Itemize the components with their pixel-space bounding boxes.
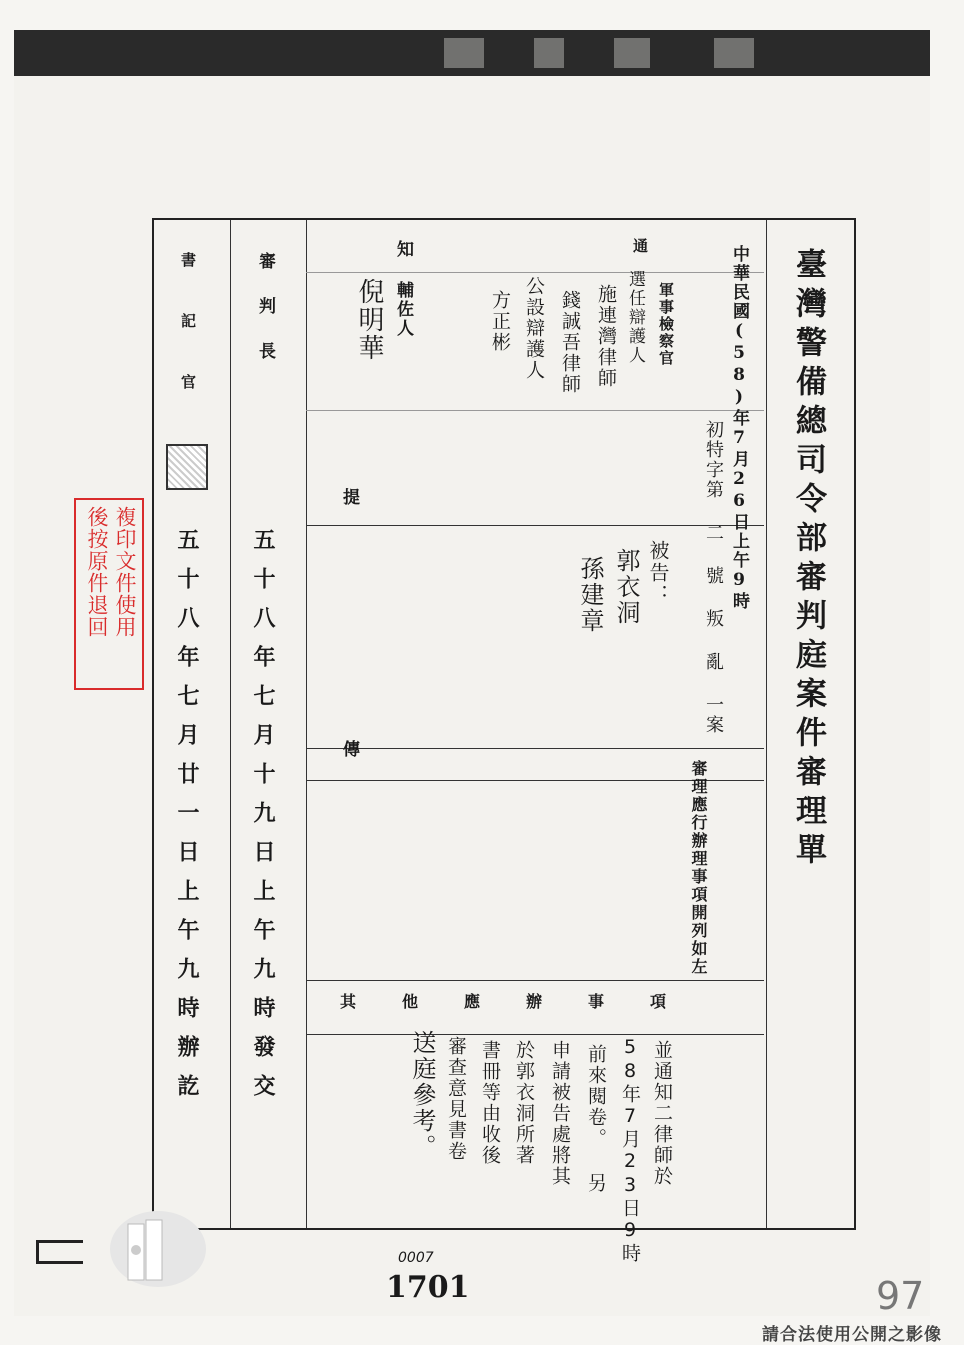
other-matters-line-8: 送庭參考。 (408, 1030, 436, 1160)
other-matters-line-4: 申請被告處將其 (549, 1040, 571, 1187)
transmit-label: 傳 (339, 740, 359, 759)
header-case-number: 初特字第 二 號 叛 亂 一案 (703, 420, 724, 735)
header-date: 中華民國(58)年7月26日上午9時 (729, 245, 749, 611)
archive-logo-icon (108, 1204, 208, 1294)
defendant-2: 孫建章 (576, 556, 604, 634)
notify-item-public-defender-name: 方正彬 (489, 290, 511, 353)
clerk-date: 五十八年七月廿一日上午九時辦訖 (174, 528, 200, 1113)
judge-date: 五十八年七月十九日上午九時發交 (250, 528, 276, 1113)
judge-label: 審判長 (255, 252, 275, 387)
form-title: 臺灣警備總司令部審判庭案件審理單 (790, 248, 826, 872)
notify-item-lawyer1: 施連灣律師 (595, 284, 617, 389)
corner-number: 97 (876, 1274, 925, 1318)
notify-item-prosecutor: 軍事檢察官 (657, 282, 675, 367)
other-matters-line-7: 審查意見書卷 (445, 1036, 467, 1162)
stamp-line-2: 後按原件退回 (85, 506, 109, 638)
other-matters-line-6: 書冊等由收後 (479, 1040, 501, 1166)
clerk-label: 書記官 (179, 252, 197, 435)
notify-item-public-defender: 公設辯護人 (523, 276, 545, 381)
other-matters-line-1: 並通知二律師於 (651, 1040, 673, 1187)
page-number-small: 0007 (398, 1250, 434, 1266)
other-matters-label: 其他應辦事項 (340, 992, 713, 1011)
page-number: 1701 (386, 1270, 470, 1305)
reproduction-stamp (74, 498, 144, 690)
assistant-label: 知 輔佐人 (393, 240, 413, 338)
notify-item-lawyer2: 錢誠吾律師 (559, 290, 581, 395)
usage-footer: 請合法使用公開之影像 (762, 1325, 942, 1345)
other-matters-line-5: 於郭衣洞所著 (513, 1040, 535, 1166)
other-matters-line-3: 前來閱卷。 另 (585, 1044, 607, 1194)
assistant-name: 倪明華 (354, 278, 384, 362)
header-instruction: 審理應行辦理事項開列如左 (689, 760, 708, 976)
defendant-label: 被告： (646, 540, 670, 606)
clerk-seal (166, 444, 208, 490)
corner-bracket (36, 1240, 83, 1264)
defendant-1: 郭衣洞 (612, 548, 640, 626)
stamp-line-1: 複印文件使用 (113, 506, 137, 638)
scan-header-bar (14, 30, 930, 76)
other-matters-line-2: 58年7月23日9時 (619, 1036, 641, 1264)
notify-label: 通 (631, 238, 649, 255)
notify-item-defender: 選任辯護人 (625, 270, 645, 365)
summon-label: 提 (339, 488, 359, 507)
